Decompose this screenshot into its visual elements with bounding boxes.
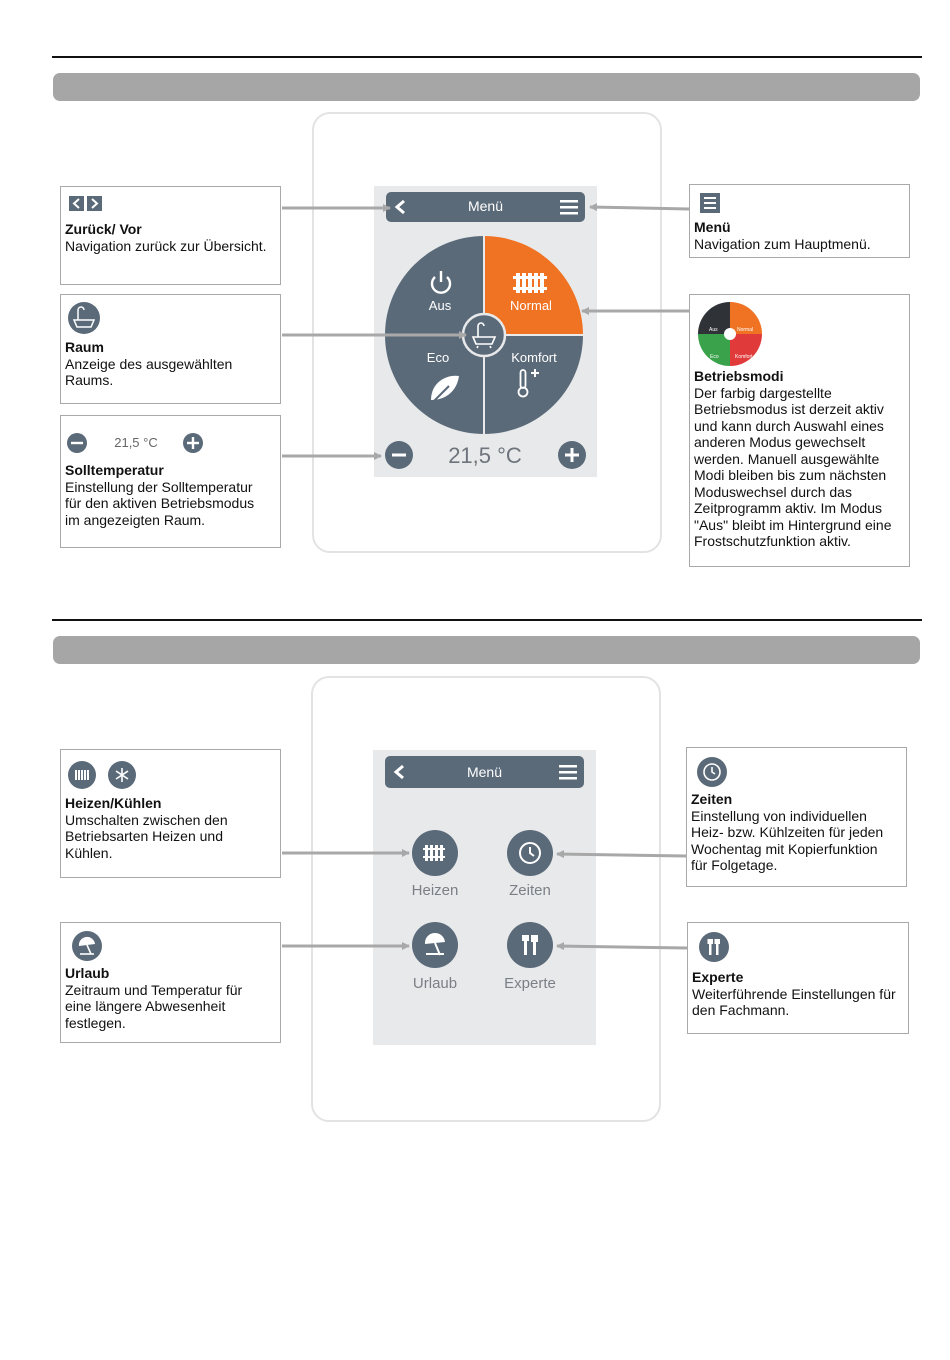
callout-heatcool-desc: Umschalten zwischen den Betriebsarten Heizen und Kühlen. [65, 811, 228, 861]
callout-vacation-desc: Zeitraum und Temperatur für eine längere Abwesenheit festlegen. [65, 981, 243, 1031]
mini-comfort-label: Komfort [735, 354, 753, 360]
arrow-menu [590, 207, 689, 209]
callout-menu-desc: Navigation zum Hauptmenü. [694, 235, 871, 252]
callout-times-desc: Einstellung von individuellen Heiz- bzw. Kühlzeiten für jeden Wochentag mit Kopierfunktion für Folgetage. [691, 807, 884, 873]
callout-modes-title: Betriebsmodi [694, 368, 784, 384]
callout-menu-title: Menü [694, 219, 731, 235]
callout-expert-title: Experte [692, 969, 744, 985]
mode-eco-label: Eco [426, 350, 450, 365]
callout-heatcool-title: Heizen/Kühlen [65, 795, 162, 811]
mode-comfort-label: Komfort [511, 350, 557, 365]
times-label: Zeiten [509, 882, 551, 899]
screen-title: Menü [466, 764, 503, 780]
callout-room-desc: Anzeige des ausgewählten Raums. [65, 355, 233, 388]
expert-label: Experte [504, 975, 556, 992]
callout-modes-desc: Der farbig dargestellte Betriebsmodus ist derzeit aktiv und kann durch Auswahl eines anderen Modus gewechselt werden. Manuell ausgewählte Modi bleiben bis zum nächsten Moduswechsel durch das Zeitprogramm aktiv. Im Modus "Aus" bleibt im Hintergrund eine Frostschutzfunktion aktiv. [694, 384, 892, 549]
heating-label: Heizen [411, 882, 459, 899]
callout-setpoint-title: Solltemperatur [65, 462, 164, 478]
mode-off-label: Aus [428, 298, 452, 313]
callout-room-title: Raum [65, 339, 104, 355]
temperature-display: 21,5 °C [448, 443, 522, 468]
callout-setpoint-desc: Einstellung der Solltemperatur für den aktiven Betriebsmodus im angezeigten Raum. [65, 478, 255, 528]
mini-eco-label: Eco [710, 354, 719, 360]
mode-normal-label: Normal [510, 298, 552, 313]
arrow-times [557, 854, 686, 856]
vacation-label: Urlaub [412, 975, 458, 992]
screen-title: Menü [467, 198, 504, 214]
mini-off-label: Aus [709, 327, 718, 333]
callout-expert-desc: Weiterführende Einstellungen für den Fachmann. [692, 985, 896, 1018]
callout-back-desc: Navigation zurück zur Übersicht. [65, 237, 267, 254]
callout-setpoint-temp: 21,5 °C [114, 435, 158, 450]
callout-back-title: Zurück/ Vor [65, 221, 142, 237]
callout-times-title: Zeiten [691, 791, 733, 807]
arrow-expert [557, 946, 687, 948]
callout-vacation-title: Urlaub [65, 965, 110, 981]
mini-normal-label: Normal [737, 327, 754, 333]
